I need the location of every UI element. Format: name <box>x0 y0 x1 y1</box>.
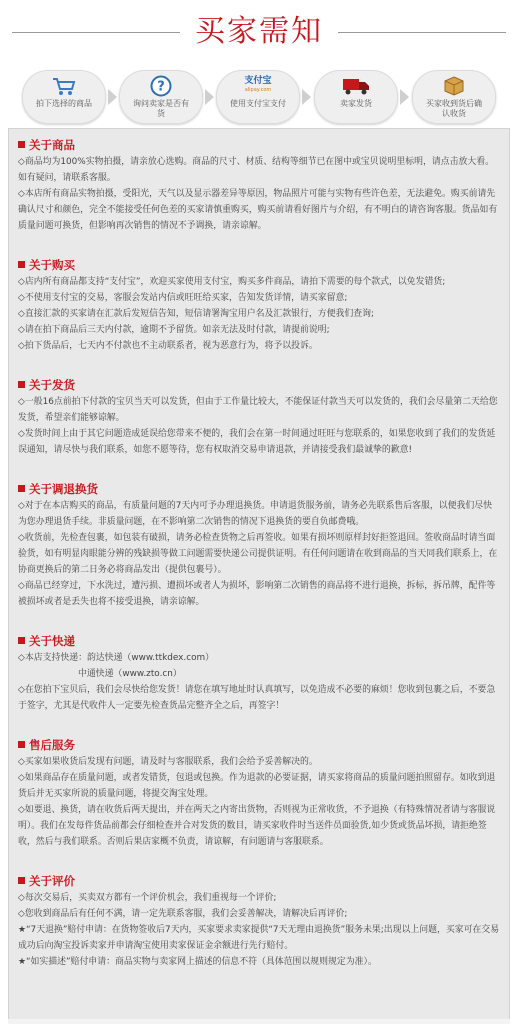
section-title-text: 关于快递 <box>29 634 75 648</box>
section-title <box>18 136 500 154</box>
section-title-text: 关于商品 <box>29 138 75 152</box>
step-arrow <box>302 89 311 105</box>
section-title-text: 关于购买 <box>29 258 75 272</box>
notice-paragraph: ◇买家如果收货后发现有问题，请及时与客服联系，我们会给予妥善解决的。 <box>18 757 318 767</box>
step-label: 询问卖家是否有货 <box>133 99 189 118</box>
notice-paragraph: ★“7天退换”赔付申请：在货物签收后7天内，买家要求卖家提供“7天无理由退换货”服务未果;出现以上问题，买家可在交易成功后向淘宝投诉卖家并申请淘宝使用卖家保证金余额进行先行赔付。 <box>18 925 500 951</box>
section-bullet-square-icon <box>18 381 25 388</box>
notice-paragraph: ◇在您拍下宝贝后，我们会尽快给您发货！请您在填写地址时认真填写，以免造成不必要的麻烦！您收到包裹之后，不要急于签字，尤其是代收件人一定要先检查货品完整齐全之后，再签字！ <box>18 685 496 711</box>
notice-paragraph: ◇对于在本店购买的商品，有质量问题的7天内可予办理退换货。申请退货服务前，请务必先联系售后客服，以便我们尽快为您办理退货手续。非质量问题，在不影响第二次销售的情况下退换货的要自负邮费哦。 <box>18 501 492 527</box>
section-title <box>18 256 500 274</box>
notice-section <box>18 376 500 458</box>
section-title-text: 关于发货 <box>29 378 75 392</box>
notice-paragraph: ◇每次交易后，买卖双方都有一个评价机会，我们重视每一个评价; <box>18 893 277 903</box>
notice-paragraph: ◇一般16点前拍下付款的宝贝当天可以发货，但由于工作量比较大，不能保证付款当天可以发货的，我们会尽量第二天给您发货，希望亲们能够谅解。 <box>18 397 498 423</box>
section-bullet-square-icon <box>18 141 25 148</box>
alipay-logo: 支付宝 alipay.com <box>244 76 272 93</box>
notice-section <box>18 136 500 234</box>
notice-paragraph: ◇发货时间上由于其它问题造成延误给您带来不便的，我们会在第一时间通过旺旺与您联系的，如果您收到了我们的发货延误通知，请尽快与我们联系，如您不愿等待，您有权取消交易申请退款，并请接受我们最诚挚的歉意! <box>18 429 496 455</box>
notice-paragraph: ◇您收到商品后有任何不满，请一定先联系客服，我们会妥善解决，请解决后再评价; <box>18 909 348 919</box>
page-title: 买家需知 <box>195 14 323 49</box>
step-ask-stock <box>119 70 203 124</box>
section-bullet-square-icon <box>18 637 25 644</box>
step-label: 卖家发货 <box>340 99 372 108</box>
question-mark-icon <box>120 75 202 97</box>
section-bullet-square-icon <box>18 877 25 884</box>
notice-section <box>18 256 500 354</box>
step-place-order <box>22 70 106 124</box>
section-title <box>18 632 500 650</box>
notice-paragraph: ◇本店所有商品实物拍摄，受阳光，天气以及显示器差异等原因，物品照片可能与实物有些许色差，无法避免。购买前请先确认尺寸和颜色，完全不能接受任何色差的买家请慎重购买，购买前请看好图片与介绍，有不明白的请咨询客服。货品如有质量问题可换货，但影响再次销售的情况不予调换，请亲谅解。 <box>18 189 498 231</box>
step-label: 使用支付宝支付 <box>230 99 286 108</box>
section-bullet-square-icon <box>18 741 25 748</box>
section-title-text: 关于评价 <box>29 874 75 888</box>
svg-text:?: ? <box>157 79 165 95</box>
delivery-truck-icon <box>315 75 397 97</box>
notice-paragraph: ◇请在拍下商品后三天内付款，逾期不予留货。如亲无法及时付款，请提前说明; <box>18 325 330 335</box>
notice-section <box>18 872 500 970</box>
notice-paragraph: ◇商品均为100%实物拍摄，请亲放心选购。商品的尺寸、材质、结构等细节已在图中或宝贝说明里标明，请点击放大看。如有疑问，请联系客服。 <box>18 157 494 183</box>
shopping-cart-icon <box>23 75 105 97</box>
section-title-text: 售后服务 <box>29 738 75 752</box>
notice-paragraph: ◇直接汇款的买家请在汇款后发短信告知，短信请署淘宝用户名及汇款银行，方便我们查询; <box>18 309 374 319</box>
package-box-icon <box>413 75 495 97</box>
section-title <box>18 480 500 498</box>
step-arrow <box>108 89 117 105</box>
step-seller-ships <box>314 70 398 124</box>
step-confirm-receipt <box>412 70 496 124</box>
notice-paragraph: ◇本店支持快递：韵达快递（www.ttkdex.com） <box>18 653 215 663</box>
notice-section <box>18 632 500 714</box>
step-label: 拍下选择的商品 <box>36 99 92 108</box>
section-title <box>18 376 500 394</box>
step-arrow <box>205 89 214 105</box>
section-title <box>18 872 500 890</box>
notice-paragraph: ◇拍下货品后，七天内不付款也不主动联系者，视为恶意行为，将予以投诉。 <box>18 341 318 351</box>
notice-paragraph: ◇不使用支付宝的交易，客服会发站内信或旺旺给买家，告知发货详情，请买家留意; <box>18 293 348 303</box>
section-title <box>18 736 500 754</box>
section-bullet-square-icon <box>18 485 25 492</box>
notice-paragraph: ◇店内所有商品都支持“支付宝”，欢迎买家使用支付宝，购买多件商品，请拍下需要的每个款式，以免发错货; <box>18 277 446 287</box>
header <box>0 0 518 66</box>
section-bullet-square-icon <box>18 261 25 268</box>
panel-bottom-edge <box>8 1019 510 1024</box>
notice-section <box>18 736 500 850</box>
notice-panel <box>8 128 510 1020</box>
notice-paragraph: ◇如果商品存在质量问题，或者发错货，包退或包换。作为退款的必要证据，请买家将商品的质量问题拍照留存。如收到退货后并无买家所说的质量问题，将提交淘宝处理。 <box>18 773 496 799</box>
purchase-process-steps <box>0 66 518 126</box>
step-pay-alipay <box>216 70 300 124</box>
notice-content <box>18 136 500 970</box>
notice-section <box>18 480 500 610</box>
notice-paragraph: ◇收货前，先检查包裹，如包装有破损，请务必检查货物之后再签收。如果有损坏则原样封好拒签退回。签收商品时请当面验货，如有明显肉眼能分辨的残缺损等做工问题需要快递公司提供证明。有任何问题请在收到商品的当天同我们联系上，在协商更换后的第二日务必将商品发出（提供包裹号）。 <box>18 533 498 575</box>
notice-paragraph: 中通快递（www.zto.cn） <box>78 669 182 679</box>
notice-paragraph: ◇商品已经穿过，下水洗过，遭污损、遭损坏或者人为损坏，影响第二次销售的商品将不进行退换，拆标，拆吊牌，配件等被损坏或者是丢失也将不接受退换，请亲谅解。 <box>18 581 496 607</box>
header-divider-right <box>338 32 506 33</box>
step-label: 买家收到货后确认收货 <box>426 99 482 118</box>
section-title-text: 关于调退换货 <box>29 482 98 496</box>
notice-paragraph: ★“如实描述”赔付申请：商品实物与卖家网上描述的信息不符（具体范围以规则规定为准）。 <box>18 957 377 967</box>
step-arrow <box>400 89 409 105</box>
notice-paragraph: ◇如要退、换货，请在收货后两天提出，并在两天之内寄出货物，否则视为正常收货，不予退换（有特殊情况者请与客服说明）。我们在发每件货品前都会仔细检查并合对发货的数目，请买家收件时当送件员面验货,如少货或货品坏损，请拒绝签收，然后与我们联系。否则后果店家概不负责，请谅解，有问题请与客服联系。 <box>18 805 496 847</box>
